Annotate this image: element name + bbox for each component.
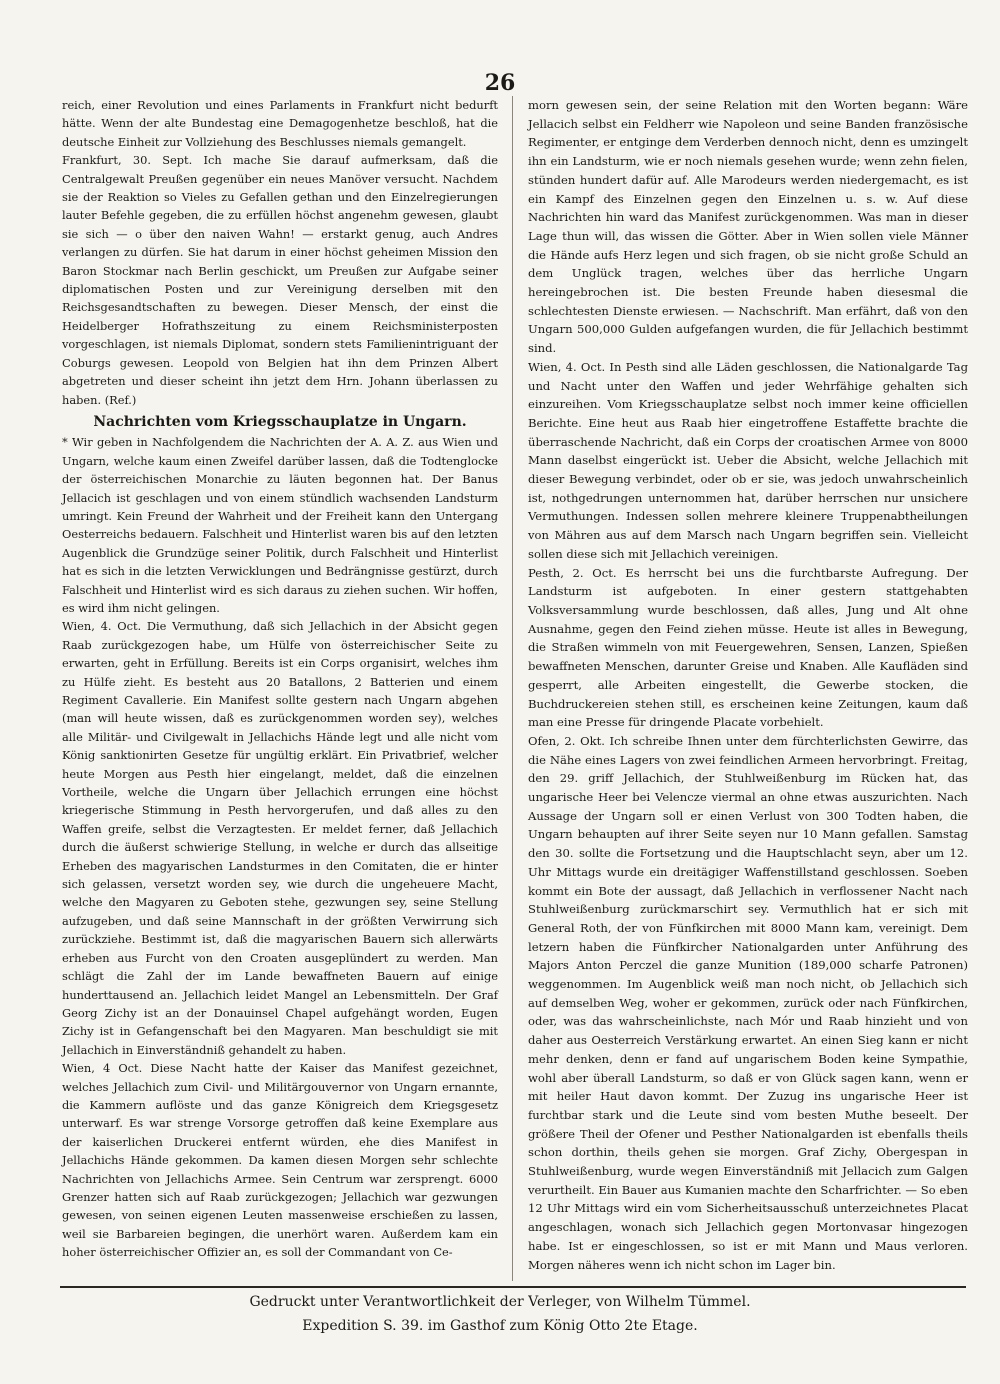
footer-rule bbox=[60, 1286, 966, 1288]
article-paragraph: Ofen, 2. Okt. Ich schreibe Ihnen unter dem fürchterlichsten Gewirre, das die Nähe eines Lagers von zwei feindlichen Armeen hervorbringt. Freitag, den 29. griff Jellachich, der Stuhlweißenburg im Rücken hat, das ungarische Heer bei Velencze viermal an ohne etwas auszurichten. Nach Aussage der Ungarn soll er einen Verlust von 300 Todten haben, die Ungarn behaupten auf ihrer Seite seyen nur 10 Mann gefallen. Samstag den 30. sollte die Fortsetzung und die Hauptschlacht seyn, aber um 12. Uhr Mittags wurde ein dreitägiger Waffenstillstand geschlossen. Soeben kommt ein Bote der aussagt, daß Jellachich in verflossener Nacht nach Stuhlweißenburg zurückmarschirt sey. Vermuthlich hat er sich mit General Roth, der von Fünfkirchen mit 8000 Mann kam, vereinigt. Dem letzern haben die Fünfkircher Nationalgarden unter Anführung des Majors Anton Perczel die ganze Munition (189,000 scharfe Patronen) weggenommen. Im Augenblick weiß man noch nicht, ob Jellachich sich auf demselben Weg, woher er gekommen, zurück oder nach Fünfkirchen, oder, was das wahrscheinlichste, nach Mór und Raab hinzieht und von daher aus Oesterreich Verstärkung erwartet. An einen Sieg kann er nicht mehr denken, denn er fand auf ungarischem Boden keine Sympathie, wohl aber überall Landsturm, so daß er von Glück sagen kann, wenn er mit heiler Haut davon kommt. Der Zuzug ins ungarische Heer ist furchtbar stark und die Leute sind vom besten Muthe beseelt. Der größere Theil der Ofener und Pesther Nationalgarden ist ebenfalls theils schon dorthin, theils gehen sie morgen. Graf Zichy, Obergespan in Stuhlweißenburg, wurde wegen Einverständniß mit Jellacich zum Galgen verurtheilt. Ein Bauer aus Kumanien machte den Scharfrichter. — So eben 12 Uhr Mittags wird ein vom Sicherheitsausschuß unterzeichnetes Placat angeschlagen, wonach sich Jellachich gegen Mortonvasar hingezogen habe. Ist er eingeschlossen, so ist er mit Mann und Maus verloren. Morgen näheres wenn ich nicht schon im Lager bin. bbox=[528, 733, 968, 1272]
column-divider bbox=[512, 96, 513, 1281]
page-number: 26 bbox=[484, 70, 516, 96]
left-column bbox=[62, 96, 498, 1262]
article-paragraph: Frankfurt, 30. Sept. Ich mache Sie darauf aufmerksam, daß die Centralgewalt Preußen gegenüber ein neues Manöver versucht. Nachdem sie der Reaktion so Vieles zu Gefallen gethan und den Einzelregierungen lauter Befehle gegeben, die zu erfüllen höchst angenehm gewesen, glaubt sie sich — o über den naiven Wahn! — erstarkt genug, auch Andres verlangen zu dürfen. Sie hat darum in einer höchst geheimen Mission den Baron Stockmar nach Berlin geschickt, um Preußen zur Aufgabe seiner diplomatischen Posten und zur Vereinigung derselben mit den Reichsgesandtschaften zu bewegen. Dieser Mensch, der einst die Heidelberger Hofrathszeitung zu einem Reichsministerposten vorgeschlagen, ist niemals Diplomat, sondern stets Familienintriguant der Coburgs gewesen. Leopold von Belgien hat ihn dem Prinzen Albert abgetreten und dieser scheint ihn jetzt dem Hrn. Johann überlassen zu haben. (Ref.) bbox=[62, 153, 498, 407]
article-paragraph: Pesth, 2. Oct. Es herrscht bei uns die furchtbarste Aufregung. Der Landsturm ist aufgeboten. In einer gestern stattgehabten Volksversammlung wurde beschlossen, daß alles, Jung und Alt ohne Ausnahme, gegen den Feind ziehen müsse. Heute ist alles in Bewegung, die Straßen wimmeln von mit Feuergewehren, Sensen, Lanzen, Spießen bewaffneten Menschen, darunter Greise und Knaben. Alle Kaufläden sind gesperrt, alle Arbeiten eingestellt, die Gewerbe stocken, die Buchdruckereien stehen still, es erscheinen keine Zeitungen, kaum daß man eine Presse für dringende Placate vorbehielt. bbox=[528, 565, 968, 730]
article-paragraph: * Wir geben in Nachfolgendem die Nachrichten der A. A. Z. aus Wien und Ungarn, welche kaum einen Zweifel darüber lassen, daß die Todtenglocke der österreichischen Monarchie zu läuten begonnen hat. Der Banus Jellacich ist geschlagen und von einem stündlich wachsenden Landsturm umringt. Kein Freund der Wahrheit und der Freiheit kann den Untergang Oesterreichs bedauern. Falschheit und Hinterlist waren bis auf den letzten Augenblick die Grundzüge seiner Politik, durch Falschheit und Hinterlist hat es sich in die letzten Verwicklungen und Bedrängnisse gestürzt, durch Falschheit und Hinterlist wird es sich daraus zu ziehen suchen. Wir hoffen, es wird ihm nicht gelingen. bbox=[62, 435, 498, 615]
article-paragraph: morn gewesen sein, der seine Relation mit den Worten begann: Wäre Jellacich selbst ein Feldherr wie Napoleon und seine Banden französische Regimenter, er entginge dem Verderben dennoch nicht, denn es umzingelt ihn ein Landsturm, wie er noch niemals gesehen wurde; wenn zehn fielen, stünden hundert dafür auf. Alle Marodeurs werden niedergemacht, es ist ein Kampf des Einzelnen gegen den Einzelnen u. s. w. Auf diese Nachrichten hin ward das Manifest zurückgenommen. Was man in dieser Lage thun will, das wissen die Götter. Aber in Wien sollen viele Männer die Hände aufs Herz legen und sich fragen, ob sie nicht große Schuld an dem Unglück tragen, welches über das herrliche Ungarn hereingebrochen ist. Die besten Freunde haben diesesmal die schlechtesten Dienste erwiesen. — Nachschrift. Man erfährt, daß von den Ungarn 500,000 Gulden aufgefangen wurden, die für Jellachich bestimmt sind. bbox=[528, 98, 968, 356]
article-paragraph: Wien, 4 Oct. Diese Nacht hatte der Kaiser das Manifest gezeichnet, welches Jellachich zum Civil- und Militärgouvernor von Ungarn ernannte, die Kammern auflöste und das ganze Königreich dem Kriegsgesetz unterwarf. Es war strenge Vorsorge getroffen daß keine Exemplare aus der kaiserlichen Druckerei entfernt würden, ehe dies Manifest in Jellachichs Hände gekommen. Da kamen diesen Morgen sehr schlechte Nachrichten von Jellachichs Armee. Sein Centrum war zersprengt. 6000 Grenzer hatten sich auf Raab zurückgezogen; Jellachich war gezwungen gewesen, von seinen eigenen Leuten massenweise erschießen zu lassen, weil sie Barbareien begingen, die unerhört waren. Außerdem kam ein hoher österreichischer Offizier an, es soll der Commandant von Ce- bbox=[62, 1061, 498, 1260]
expedition-line: Expedition S. 39. im Gasthof zum König Otto 2te Etage. bbox=[302, 1318, 698, 1334]
article-paragraph: Wien, 4. Oct. In Pesth sind alle Läden geschlossen, die Nationalgarde Tag und Nacht unter den Waffen und jeder Wehrfähige gehalten sich einzureihen. Vom Kriegsschauplatze selbst noch immer keine officiellen Berichte. Eine heut aus Raab hier eingetroffene Estaffette brachte die überraschende Nachricht, daß ein Corps der croatischen Armee von 8000 Mann daselbst eingerückt ist. Ueber die Absicht, welche Jellachich mit dieser Bewegung verbindet, oder ob er sie, was jedoch unwahrscheinlich ist, nothgedrungen unternommen hat, darüber herrschen nur unsichere Vermuthungen. Indessen sollen mehrere kleinere Truppenabtheilungen von Mähren aus auf dem Marsch nach Ungarn begriffen sein. Vielleicht sollen diese sich mit Jellachich vereinigen. bbox=[528, 359, 968, 561]
imprint-line: Gedruckt unter Verantwortlichkeit der Verleger, von Wilhelm Tümmel. bbox=[249, 1294, 751, 1310]
section-heading: Nachrichten vom Kriegsschauplatze in Ungarn. bbox=[93, 413, 467, 430]
article-paragraph: reich, einer Revolution und eines Parlaments in Frankfurt nicht bedurft hätte. Wenn der alte Bundestag eine Demagogenhetze beschloß, hat die deutsche Einheit zur Vollziehung des Beschlusses niemals gemangelt. bbox=[62, 98, 498, 149]
right-column bbox=[528, 96, 968, 1274]
article-paragraph: Wien, 4. Oct. Die Vermuthung, daß sich Jellachich in der Absicht gegen Raab zurückgezogen habe, um Hülfe von österreichischer Seite zu erwarten, geht in Erfüllung. Bereits ist ein Corps organisirt, welches ihm zu Hülfe zieht. Es besteht aus 20 Batallons, 2 Batterien und einem Regiment Cavallerie. Ein Manifest sollte gestern nach Ungarn abgehen (man will heute wissen, daß es zurückgenommen worden sey), welches alle Militär- und Civilgewalt in Jellachichs Hände legt und alle nicht vom König sanktionirten Gesetze für ungültig erklärt. Ein Privatbrief, welcher heute Morgen aus Pesth hier eingelangt, meldet, daß die einzelnen Vortheile, welche die Ungarn über Jellachich errungen eine höchst kriegerische Stimmung in Pesth hervorgerufen, und daß alles zu den Waffen greife, selbst die Verzagtesten. Er meldet ferner, daß Jellachich durch die äußerst schwierige Stellung, in welche er durch das allseitige Erheben des magyarischen Landsturmes in den Comitaten, die er hinter sich gelassen, versetzt worden sey, wie durch die ungeheuere Macht, welche den Magyaren zu Geboten stehe, gezwungen sey, seine Stellung aufzugeben, und daß seine Mannschaft in der größten Verwirrung sich zurückziehe. Bestimmt ist, daß die magyarischen Bauern sich allerwärts erheben aus Furcht von den Croaten ausgeplündert zu werden. Man schlägt die Zahl der im Lande bewaffneten Bauern auf einige hunderttausend an. Jellachich leidet Mangel an Lebensmitteln. Der Graf Georg Zichy ist an der Donauinsel Chapel aufgehängt worden, Eugen Zichy ist in Gefangenschaft bei den Magyaren. Man beschuldigt sie mit Jellachich in Einverständniß gehandelt zu haben. bbox=[62, 619, 498, 1057]
